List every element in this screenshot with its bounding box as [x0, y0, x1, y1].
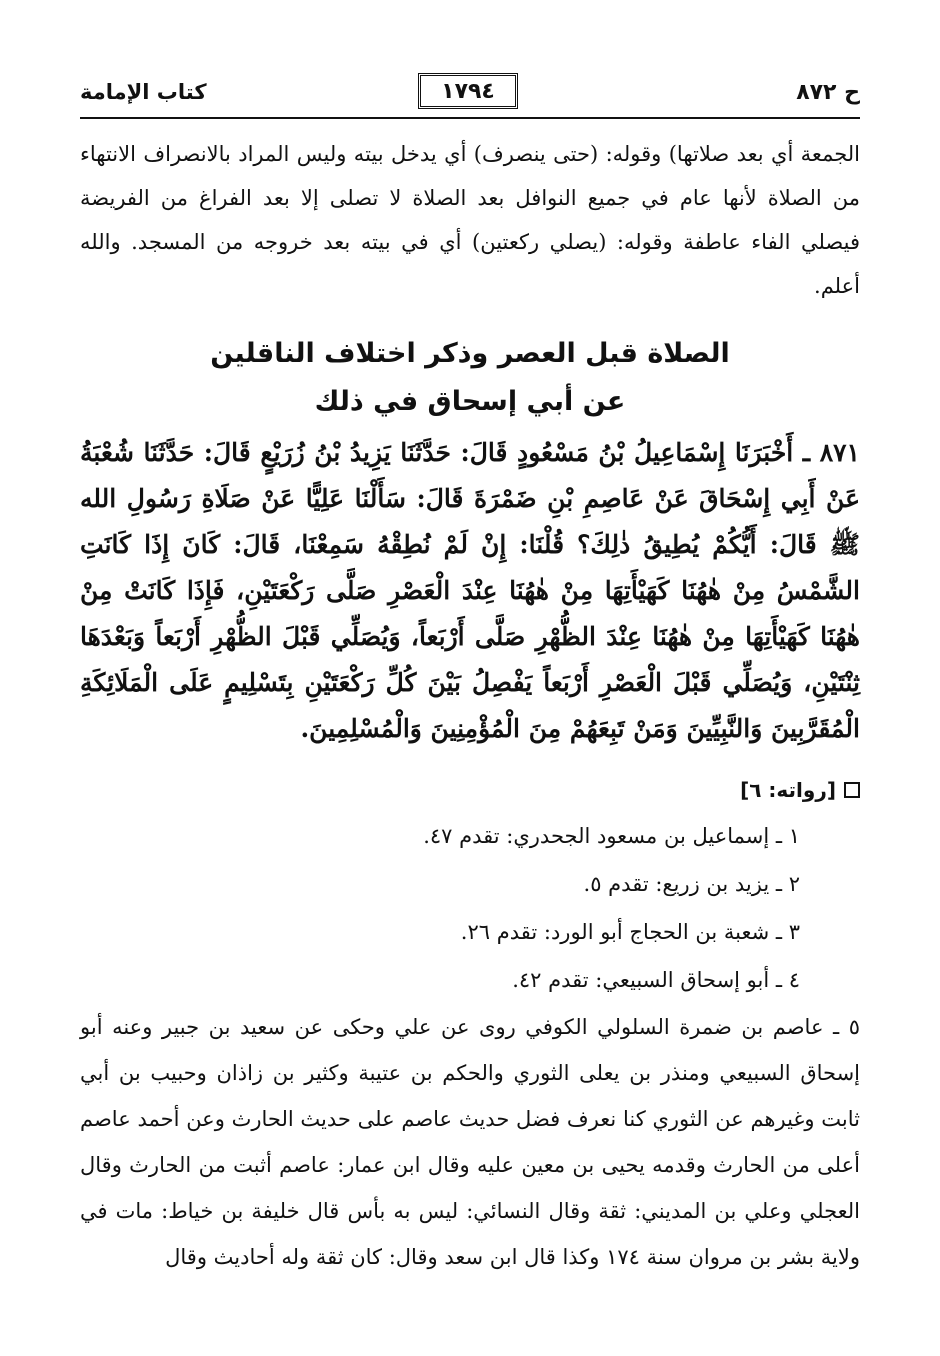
narrators-list	[80, 812, 860, 1004]
narrator-item: ٤ ـ أبو إسحاق السبيعي: تقدم ٤٢.	[512, 968, 800, 992]
page-header	[80, 60, 860, 124]
chapter-heading	[80, 330, 860, 426]
page-number-box: ١٧٩٤	[418, 73, 518, 109]
chapter-heading-line-1: الصلاة قبل العصر وذكر اختلاف الناقلين	[210, 338, 730, 369]
narrator-item: ١ ـ إسماعيل بن مسعود الجحدري: تقدم ٤٧.	[423, 824, 800, 848]
narrator-biography: ٥ ـ عاصم بن ضمرة السلولي الكوفي روى عن علي وحكى عن سعيد بن جبير وعنه أبو إسحاق السبيعي ومنذر بن يعلى الثوري والحكم بن عتيبة وكثير بن زاذان وحبيب بن أبي ثابت وغيرهم عن الثوري كنا نعرف فضل حديث عاصم على حديث الحارث وعن أحمد عاصم أعلى من الحارث وقدمه يحيى بن معين عليه وقال ابن عمار: عاصم أثبت من الحارث وقال العجلي وعلي بن المديني: ثقة وقال النسائي: ليس به بأس قال خليفة بن خياط: مات في ولاية بشر بن مروان سنة ١٧٤ وكذا قال ابن سعد وقال: كان ثقة وله أحاديث وقال	[80, 1015, 860, 1269]
chapter-heading-line-2: عن أبي إسحاق في ذلك	[314, 386, 626, 417]
narrator-item: ٣ ـ شعبة بن الحجاج أبو الورد: تقدم ٢٦.	[460, 920, 800, 944]
hadith-text: ٨٧١ ـ أَخْبَرَنَا إِسْمَاعِيلُ بْنُ مَسْعُودٍ قَالَ: حَدَّثَنَا يَزِيدُ بْنُ زُرَيْعٍ قَالَ: حَدَّثَنَا شُعْبَةُ عَنْ أَبِي إِسْحَاقَ عَنْ عَاصِمِ بْنِ ضَمْرَةَ قَالَ: سَأَلْنَا عَلِيًّا عَنْ صَلَاةِ رَسُولِ الله ﷺ قَالَ: أَيُّكُمْ يُطِيقُ ذٰلِكَ؟ قُلْنَا: إِنْ لَمْ نُطِقْهُ سَمِعْنَا، قَالَ: كَانَ إِذَا كَانَتِ الشَّمْسُ مِنْ هٰهُنَا كَهَيْأَتِهَا مِنْ هٰهُنَا عِنْدَ الْعَصْرِ صَلَّى رَكْعَتَيْنِ، فَإِذَا كَانَتْ مِنْ هٰهُنَا كَهَيْأَتِهَا مِنْ هٰهُنَا عِنْدَ الظُّهْرِ صَلَّى أَرْبَعاً، وَيُصَلِّي قَبْلَ الظُّهْرِ أَرْبَعاً وَبَعْدَهَا ثِنْتَيْنِ، وَيُصَلِّي قَبْلَ الْعَصْرِ أَرْبَعاً يَفْصِلُ بَيْنَ كُلِّ رَكْعَتَيْنِ بِتَسْلِيمٍ عَلَى الْمَلَائِكَةِ الْمُقَرَّبِينَ وَالنَّبِيِّينَ وَمَنْ تَبِعَهُمْ مِنَ الْمُؤْمِنِينَ وَالْمُسْلِمِينَ.	[80, 438, 860, 743]
hadith-range-ref: ح ٨٧٢	[796, 80, 860, 105]
book-title: كتاب الإمامة	[80, 80, 207, 104]
header-rule	[80, 117, 860, 119]
commentary-paragraph: الجمعة أي بعد صلاتها) وقوله: (حتى ينصرف) أي يدخل بيته وليس المراد بالانصراف الانتهاء من الصلاة لأنها عام في جميع النوافل بعد الصلاة لا تصلى إلا بعد الفراغ من الفريضة فيصلي الفاء عاطفة وقوله: (يصلي ركعتين) أي في بيته بعد خروجه من المسجد. والله أعلم.	[80, 142, 860, 298]
narrator-item: ٢ ـ يزيد بن زريع: تقدم ٥.	[583, 872, 800, 896]
square-box-icon	[844, 782, 860, 798]
narrators-heading	[80, 778, 860, 802]
narrators-heading-label: [رواته: ٦]	[740, 778, 836, 802]
book-page	[80, 60, 860, 1301]
